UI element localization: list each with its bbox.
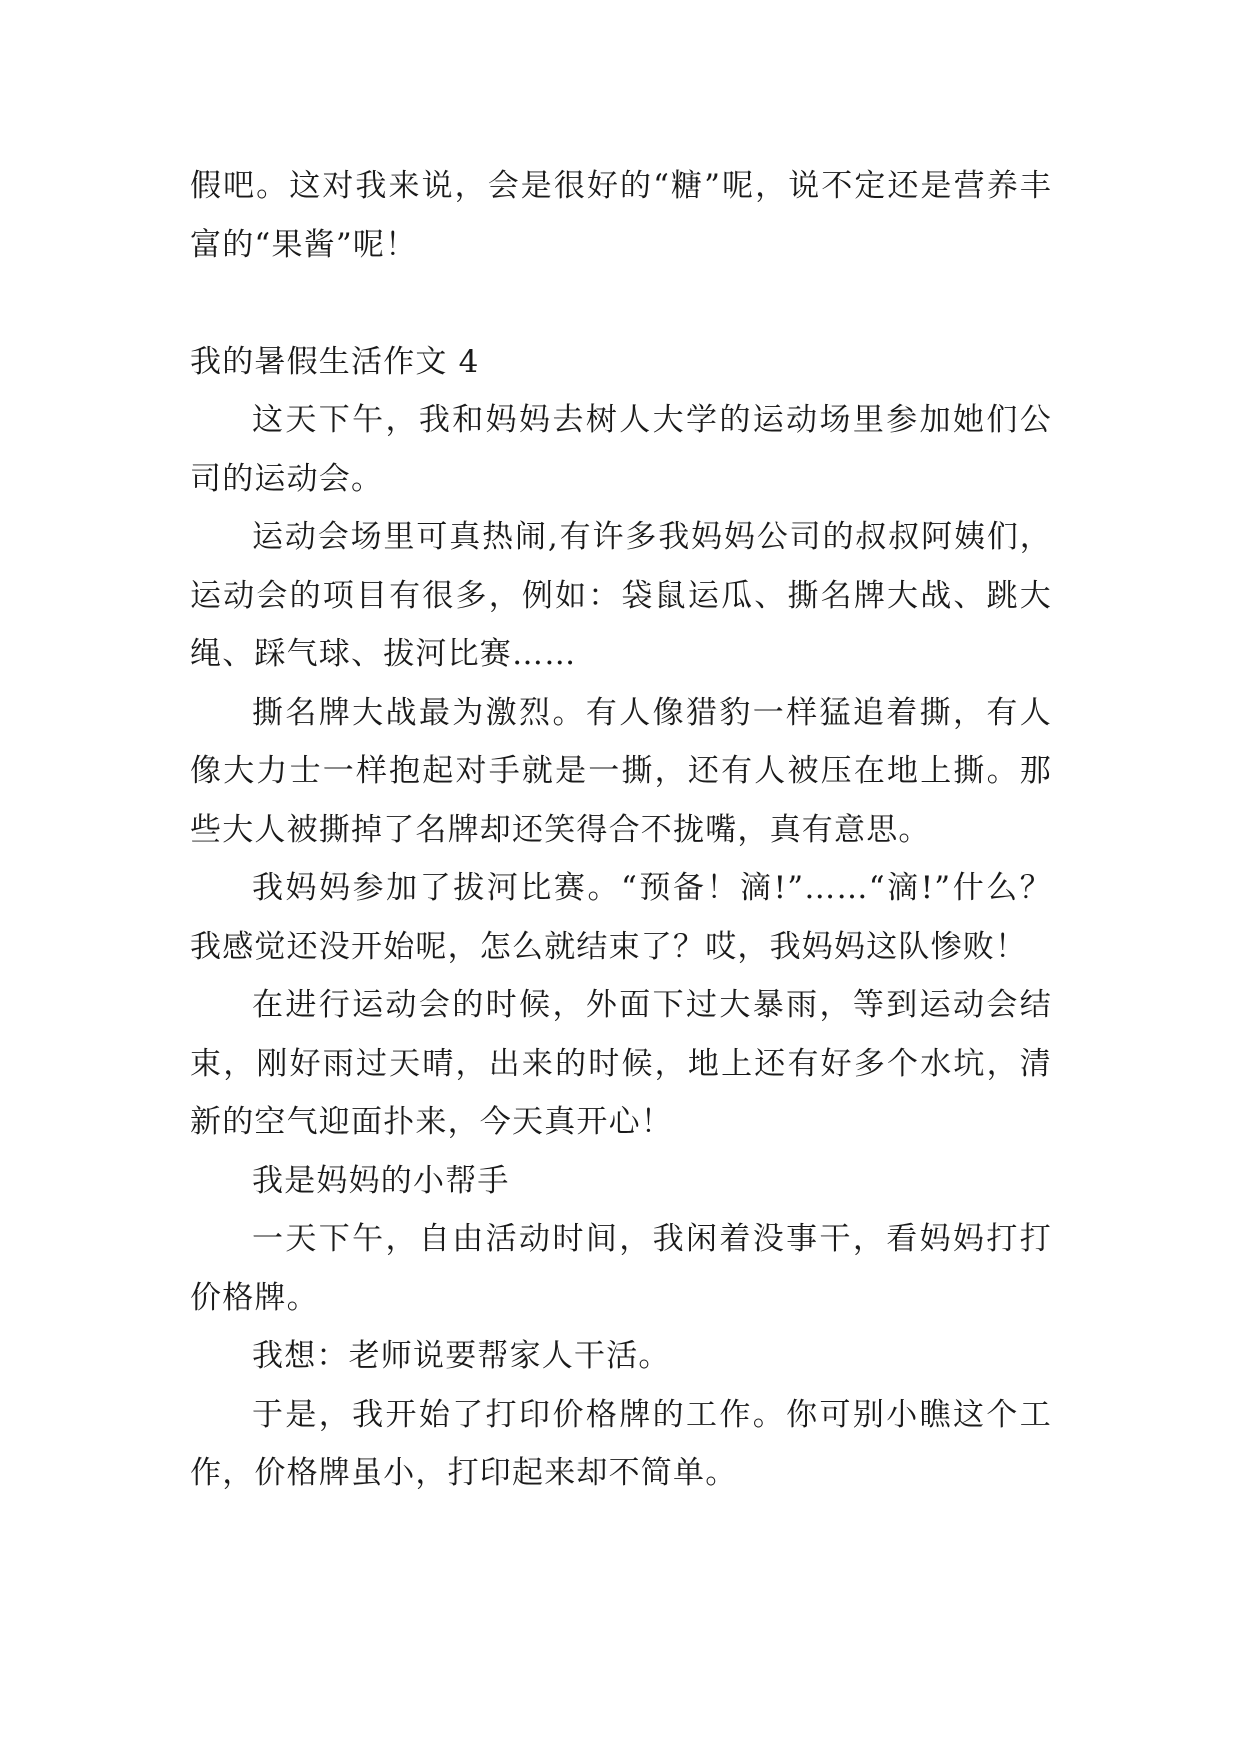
body-paragraph: 运动会场里可真热闹,有许多我妈妈公司的叔叔阿姨们，运动会的项目有很多，例如：袋鼠运瓜、撕名牌大战、跳大绳、踩气球、拔河比赛……	[190, 519, 1052, 672]
section-gap	[190, 274, 1052, 333]
body-paragraph: 我想：老师说要帮家人干活。	[252, 1338, 671, 1374]
body-paragraph: 一天下午，自由活动时间，我闲着没事干，看妈妈打打价格牌。	[190, 1221, 1052, 1316]
subsection-heading: 我是妈妈的小帮手	[252, 1162, 510, 1199]
body-paragraph: 这天下午，我和妈妈去树人大学的运动场里参加她们公司的运动会。	[190, 402, 1052, 497]
document-body	[190, 157, 1052, 1503]
continuation-paragraph: 假吧。这对我来说，会是很好的“糖”呢，说不定还是营养丰富的“果酱”呢！	[190, 168, 1052, 263]
section-title: 我的暑假生活作文 4	[190, 343, 480, 380]
body-paragraph: 我妈妈参加了拔河比赛。“预备！滴!”……“滴!”什么？我感觉还没开始呢，怎么就结束了？哎，我妈妈这队惨败！	[190, 870, 1052, 965]
body-paragraph: 在进行运动会的时候，外面下过大暴雨，等到运动会结束，刚好雨过天晴，出来的时候，地上还有好多个水坑，清新的空气迎面扑来，今天真开心！	[190, 987, 1052, 1140]
body-paragraph: 撕名牌大战最为激烈。有人像猎豹一样猛追着撕，有人像大力士一样抱起对手就是一撕，还有人被压在地上撕。那些大人被撕掉了名牌却还笑得合不拢嘴，真有意思。	[190, 694, 1052, 848]
body-paragraph: 于是，我开始了打印价格牌的工作。你可别小瞧这个工作，价格牌虽小，打印起来却不简单。	[190, 1396, 1052, 1491]
